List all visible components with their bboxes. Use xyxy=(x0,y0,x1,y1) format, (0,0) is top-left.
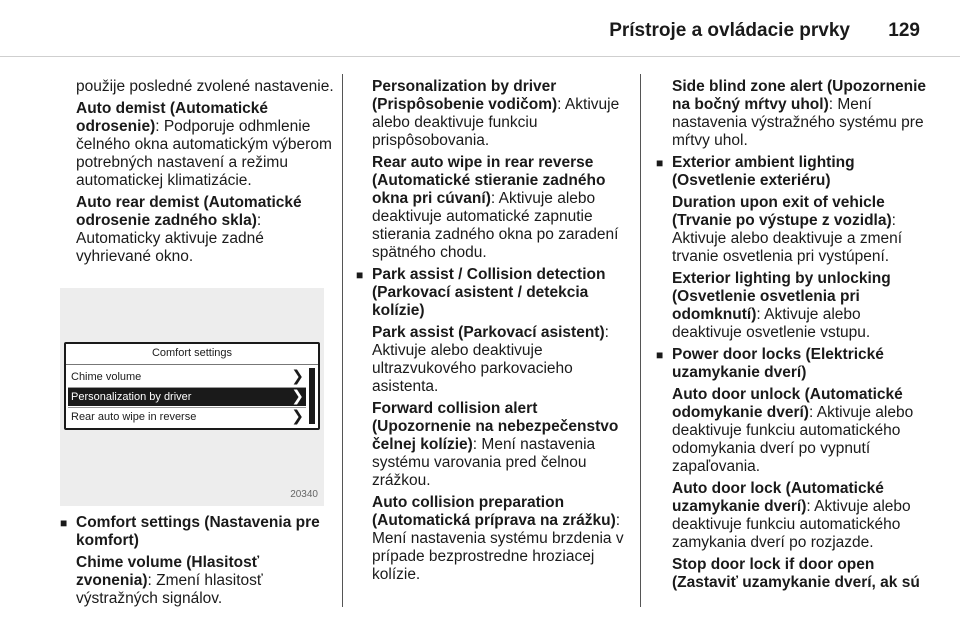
description: : Aktivuje alebo deaktivuje funkciu prispôsobovania. xyxy=(372,96,620,149)
term: Park assist / Collision detection (Parkovací asistent / detekcia kolízie) xyxy=(372,266,606,319)
column-divider-1 xyxy=(342,74,343,607)
column-3 xyxy=(656,78,930,596)
term: Power door locks (Elektrické uzamykanie dverí) xyxy=(672,346,884,381)
column-1 xyxy=(76,78,338,270)
screen-title-divider xyxy=(66,364,318,365)
term: Duration upon exit of vehicle (Trvanie po výstupe z vozidla) xyxy=(672,194,892,229)
bullet-square-icon: ■ xyxy=(60,516,68,530)
paragraph xyxy=(76,100,338,190)
paragraph xyxy=(76,554,338,608)
menu-item-personalization-by-driver xyxy=(68,388,306,406)
scrollbar xyxy=(309,368,315,424)
menu-item-label: Rear auto wipe in reverse xyxy=(71,411,197,423)
term: Rear auto wipe in rear reverse (Automatické stieranie zadného okna pri cúvaní) xyxy=(372,154,606,207)
paragraph xyxy=(672,386,930,476)
term: Auto door lock (Automatické uzamykanie dverí) xyxy=(672,480,884,515)
chevron-right-icon: ❯ xyxy=(291,408,304,425)
bullet-square-icon: ■ xyxy=(356,268,364,282)
paragraph xyxy=(672,480,930,552)
screen-title: Comfort settings xyxy=(151,347,233,359)
bullet-square-icon: ■ xyxy=(656,348,664,362)
paragraph xyxy=(372,494,626,584)
description: : Mení nastavenia výstražného systému pre mŕtvy uhol. xyxy=(672,96,924,149)
description: : Mení nastavenia systému varovania pred čelnou zrážkou. xyxy=(372,436,596,489)
term: Personalization by driver (Prispôsobenie vodičom) xyxy=(372,78,558,113)
display-screen xyxy=(64,342,320,430)
bullet-heading xyxy=(656,346,930,382)
description: : Zmení hlasitosť výstražných signálov. xyxy=(76,572,263,607)
column-1-lower xyxy=(60,514,338,612)
description: : Mení nastavenia systému brzdenia v prípade bezprostredne hroziacej kolízie. xyxy=(372,512,624,583)
bullet-heading xyxy=(656,154,930,190)
figure-number: 20340 xyxy=(290,489,318,500)
term: Chime volume (Hlasitosť zvonenia) xyxy=(76,554,260,589)
column-divider-2 xyxy=(640,74,641,607)
description: : Aktivuje alebo deaktivuje funkciu automatického odomykania dverí po vypnutí zapaľovania. xyxy=(672,404,914,475)
description: : Aktivuje alebo deaktivuje funkciu automatického zamykania dverí po rozjazde. xyxy=(672,498,911,551)
paragraph xyxy=(672,78,930,150)
paragraph: použije posledné zvolené nastavenie. xyxy=(76,78,334,95)
description: : Automaticky aktivuje zadné vyhrievané okno. xyxy=(76,212,264,265)
paragraph xyxy=(672,270,930,342)
term: Exterior lighting by unlocking (Osvetlenie osvetlenia pri odomknutí) xyxy=(672,270,891,323)
term: Comfort settings (Nastavenia pre komfort) xyxy=(76,514,320,549)
term: Forward collision alert (Upozornenie na nebezpečenstvo čelnej kolízie) xyxy=(372,400,619,453)
page-number: 129 xyxy=(888,20,920,41)
description: : Aktivuje alebo deaktivuje a zmení trvanie osvetlenia pri vystúpení. xyxy=(672,212,903,265)
description: : Aktivuje alebo deaktivuje ultrazvukového parkovacieho asistenta. xyxy=(372,324,609,395)
page-header-title: Prístroje a ovládacie prvky xyxy=(609,20,850,41)
term: Auto collision preparation (Automatická príprava na zrážku) xyxy=(372,494,616,529)
chevron-right-icon: ❯ xyxy=(291,368,304,385)
bullet-square-icon: ■ xyxy=(656,156,664,170)
description: : Aktivuje alebo deaktivuje automatické zapnutie stierania zadného okna po zaradení spätného chodu. xyxy=(372,190,619,261)
bullet-heading xyxy=(60,514,338,550)
paragraph xyxy=(372,154,626,262)
paragraph xyxy=(372,78,626,150)
menu-item-label: Chime volume xyxy=(71,371,142,383)
description: : Aktivuje alebo deaktivuje osvetlenie vstupu. xyxy=(672,306,871,341)
paragraph xyxy=(672,556,930,592)
paragraph xyxy=(372,400,626,490)
term: Side blind zone alert (Upozornenie na bočný mŕtvy uhol) xyxy=(672,78,927,113)
menu-item-label: Personalization by driver xyxy=(71,391,192,403)
term: Park assist (Parkovací asistent) xyxy=(372,324,605,341)
bullet-heading xyxy=(356,266,626,320)
paragraph xyxy=(372,324,626,396)
term: Stop door lock if door open (Zastaviť uzamykanie dverí, ak sú xyxy=(672,556,920,591)
column-2 xyxy=(356,78,626,588)
chevron-right-icon: ❯ xyxy=(291,388,304,405)
menu-item-chime-volume xyxy=(68,368,306,386)
term: Auto door unlock (Automatické odomykanie dverí) xyxy=(672,386,903,421)
term: Exterior ambient lighting (Osvetlenie exteriéru) xyxy=(672,154,855,189)
term: Auto demist (Automatické odrosenie) xyxy=(76,100,269,135)
header-divider xyxy=(0,56,960,57)
paragraph xyxy=(76,194,338,266)
paragraph xyxy=(672,194,930,266)
menu-item-rear-auto-wipe xyxy=(68,408,306,426)
comfort-settings-figure xyxy=(60,288,324,506)
term: Auto rear demist (Automatické odrosenie zadného skla) xyxy=(76,194,302,229)
description: : Podporuje odhmlenie čelného okna automatickým výberom potrebných nastavení a režimu automatickej klimatizácie. xyxy=(76,118,332,189)
